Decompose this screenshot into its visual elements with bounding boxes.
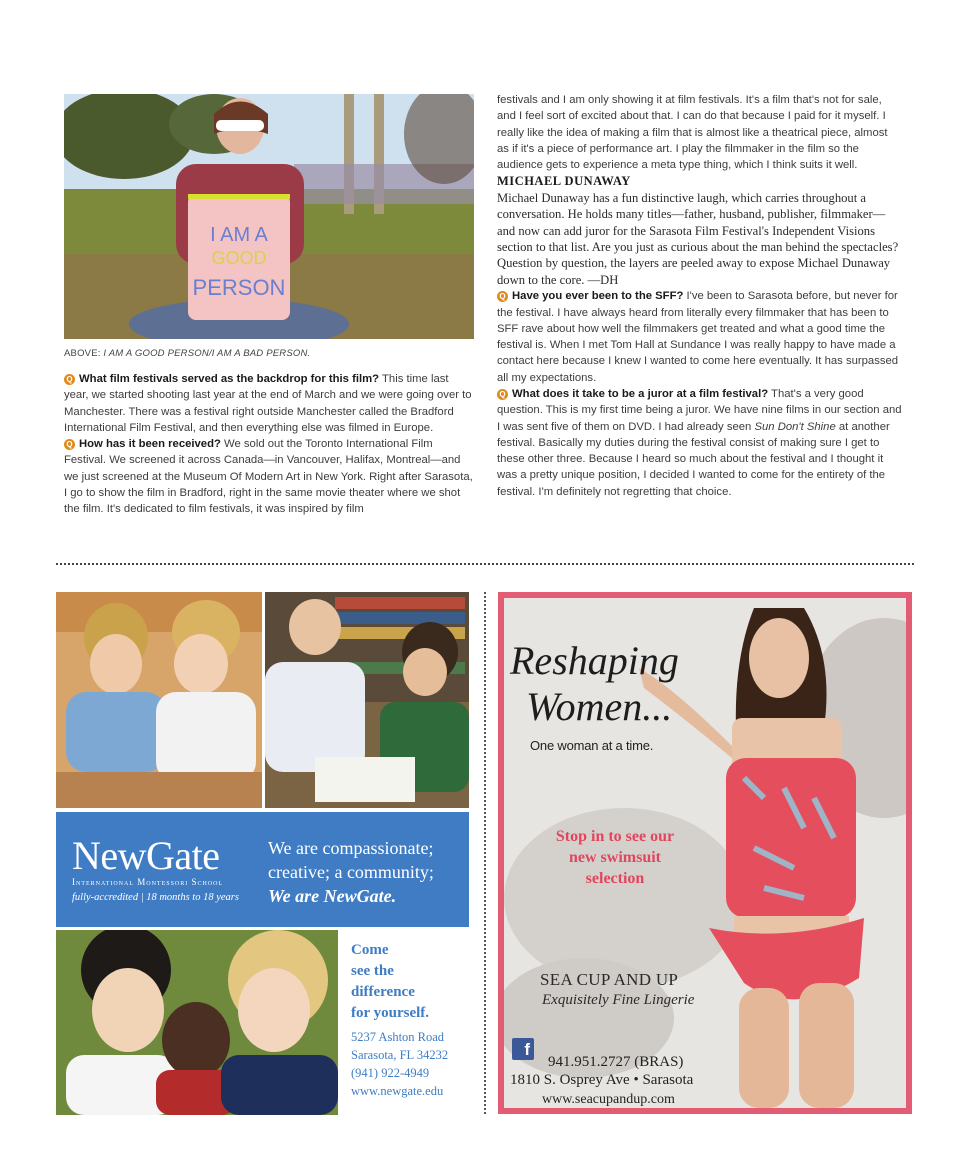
seacup-promo	[530, 826, 700, 889]
question-icon: Q	[64, 439, 75, 450]
tagline-line: creative; a community;	[268, 862, 434, 882]
ad-divider	[484, 592, 486, 1114]
newgate-photo-students	[265, 592, 469, 808]
newgate-photo-kids	[56, 592, 262, 808]
seacup-brand-tagline: Exquisitely Fine Lingerie	[542, 992, 695, 1008]
promo-line: new swimsuit	[568, 849, 661, 866]
answer: I've been to Sarasota before, but never for the festival. I have always heard from literally every filmmaker that has been to SFF rave about how well the filmmakers get treated and what a good time the festival is. When I met Tom Hall at Sundance I was really happy to have made a contact here because I knew I wanted to come here eventually. It has surpassed all my expectations.	[497, 290, 899, 384]
newgate-tagline	[268, 836, 463, 908]
qa-block	[64, 436, 476, 517]
seacup-subtitle: One woman at a time.	[530, 738, 654, 753]
tagline-line: We are compassionate;	[268, 838, 434, 858]
newgate-school-name: International Montessori School	[72, 877, 224, 887]
question: What does it take to be a juror at a film festival?	[512, 388, 769, 400]
facebook-icon[interactable]: f	[512, 1038, 534, 1060]
sign-line-2: GOOD	[211, 248, 267, 268]
seacup-website[interactable]: www.seacupandup.com	[542, 1092, 675, 1107]
seacup-headline	[510, 638, 679, 730]
newgate-logo: NewGate	[72, 833, 220, 878]
seacup-brand: SEA CUP AND UP	[540, 970, 679, 989]
address-line: Sarasota, FL 34232	[351, 1048, 449, 1062]
photo-caption	[64, 348, 474, 359]
sign-line-3: PERSON	[192, 275, 286, 300]
qa-block	[497, 288, 902, 386]
film-title: Sun Don't Shine	[754, 420, 836, 433]
promo-line: selection	[585, 870, 645, 887]
seacup-ad	[498, 592, 912, 1114]
headline-line: Women...	[526, 684, 673, 729]
newgate-photo-children	[56, 930, 338, 1115]
website-link[interactable]: www.newgate.edu	[351, 1084, 444, 1098]
answer: This time last year, we started shooting last year at the end of March and we were going over to Manchester. There was a festival right outside Manchester called the Bradford International Film Festival, and then everything else was filmed in Europe.	[64, 373, 472, 434]
answer: That's a very good question. This is my first time being a juror. We have nine films in our section and I was sent five of them on DVD. I had already seen	[497, 388, 902, 433]
newgate-banner	[56, 812, 469, 927]
newgate-contact	[351, 1028, 471, 1100]
question: How has it been received?	[79, 438, 221, 451]
cta-line: for yourself.	[351, 1005, 430, 1021]
phone-line: (941) 922-4949	[351, 1066, 430, 1080]
caption-prefix: ABOVE:	[64, 348, 104, 359]
promo-line: Stop in to see our	[555, 828, 675, 845]
section-divider	[56, 563, 914, 565]
sign-line-1: I AM A	[210, 224, 268, 246]
newgate-accreditation: fully-accredited | 18 months to 18 years	[72, 892, 239, 903]
interviewee-heading: MICHAEL DUNAWAY	[497, 174, 631, 189]
qa-block	[497, 386, 902, 500]
qa-block	[64, 371, 476, 436]
question: Have you ever been to the SFF?	[512, 290, 684, 303]
cta-line: Come	[351, 942, 389, 958]
tagline-line: We are NewGate.	[268, 886, 397, 906]
question-icon: Q	[497, 291, 508, 302]
cta-line: difference	[351, 984, 415, 1000]
question-icon: Q	[64, 374, 75, 385]
seacup-address: 1810 S. Osprey Ave • Sarasota	[510, 1072, 694, 1088]
left-column	[64, 371, 476, 518]
interviewee-intro: Michael Dunaway has a fun distinctive laugh, which carries throughout a conversation. He holds many titles—father, husband, publisher, filmmaker—and now can add juror for the Sarasota Film Festival's Independent Visions section to that list. Are you just as curious about the man behind the spectacles? Question by question, the layers are peeled away to expose Michael Dunaway down to the core. —DH	[497, 190, 899, 287]
caption-title: I AM A GOOD PERSON/I AM A BAD PERSON.	[103, 348, 311, 359]
question-icon: Q	[497, 389, 508, 400]
article-photo	[64, 94, 474, 339]
seacup-phone: 941.951.2727 (BRAS)	[548, 1054, 684, 1070]
cta-line: see the	[351, 963, 394, 979]
headline-line: Reshaping	[510, 638, 679, 683]
continued-answer: festivals and I am only showing it at film festivals. It's a film that's not for sale, and I feel sort of excited about that. I can do that because I paid for it myself. I really like the idea of making a film that is almost like a theatrical piece, almost as if it's a piece of performance art. I play the filmmaker in the film so the audience gets to experience a meta type thing, which I think suits it well.	[497, 94, 888, 172]
answer: We sold out the Toronto International Film Festival. We screened it across Canada—in Vancouver, Halifax, Montreal—and we just screened at the Museum Of Modern Art in New York. Right after Sarasota, I go to show the film in Bradford, right in the same movie theater where we shot the film. It's dedicated to film festivals, it was inspired by film	[64, 438, 473, 516]
right-column	[497, 92, 902, 500]
question: What film festivals served as the backdrop for this film?	[79, 373, 380, 385]
address-line: 5237 Ashton Road	[351, 1030, 445, 1044]
answer-cont: at another festival. Basically my duties during the festival consist of making sure I get to these other three. Because I heard so much about the festival and I thought it was a pretty unique position, I decided I wanted to come for the entirety of the festival. I'm definitely not regretting that choice.	[497, 420, 890, 498]
newgate-cta	[351, 940, 466, 1024]
